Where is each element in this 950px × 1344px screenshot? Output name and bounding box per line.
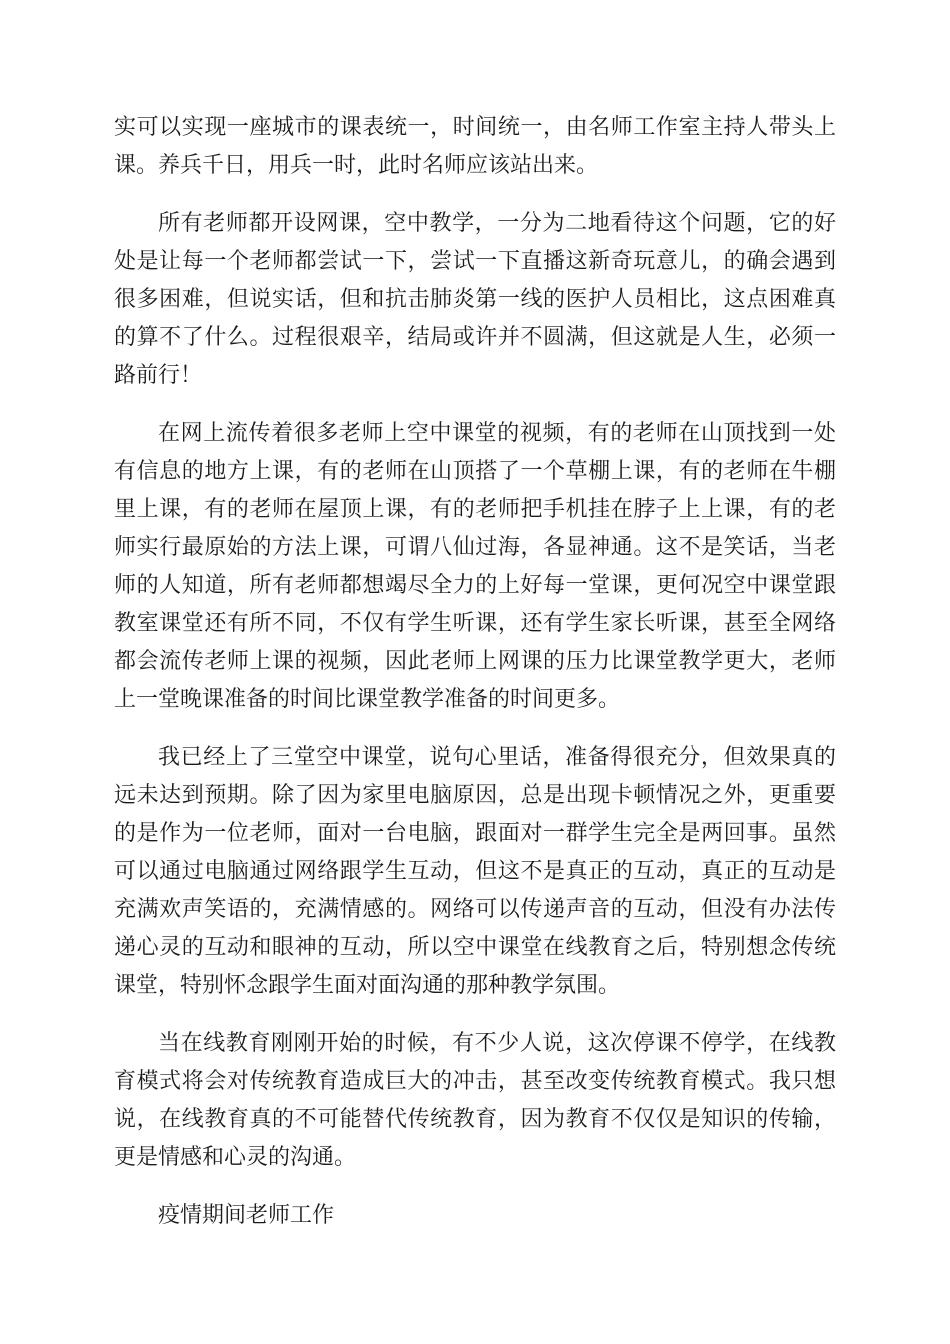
paragraph-4: 我已经上了三堂空中课堂，说句心里话，准备得很充分，但效果真的远未达到预期。除了因为家里电脑原因，总是出现卡顿情况之外，更重要的是作为一位老师，面对一台电脑，跟面对一群学生完全是两回事。虽然可以通过电脑通过网络跟学生互动，但这不是真正的互动，真正的互动是充满欢声笑语的，充满情感的。网络可以传递声音的互动，但没有办法传递心灵的互动和眼神的互动，所以空中课堂在线教育之后，特别想念传统课堂，特别怀念跟学生面对面沟通的那种教学氛围。 xyxy=(114,745,836,998)
document-body xyxy=(114,109,836,1255)
paragraph-3: 在网上流传着很多老师上空中课堂的视频，有的老师在山顶找到一处有信息的地方上课，有的老师在山顶搭了一个草棚上课，有的老师在牛棚里上课，有的老师在屋顶上课，有的老师把手机挂在脖子上上课，有的老师实行最原始的方法上课，可谓八仙过海，各显神通。这不是笑话，当老师的人知道，所有老师都想竭尽全力的上好每一堂课，更何况空中课堂跟教室课堂还有所不同，不仅有学生听课，还有学生家长听课，甚至全网络都会流传老师上课的视频，因此老师上网课的压力比课堂教学更大，老师上一堂晚课准备的时间比课堂教学准备的时间更多。 xyxy=(114,421,836,712)
section-heading: 疫情期间老师工作 xyxy=(158,1203,335,1228)
paragraph-1: 实可以实现一座城市的课表统一，时间统一，由名师工作室主持人带头上课。养兵千日，用兵一时，此时名师应该站出来。 xyxy=(114,115,836,178)
paragraph-5: 当在线教育刚刚开始的时候，有不少人说，这次停课不停学，在线教育模式将会对传统教育造成巨大的冲击，甚至改变传统教育模式。我只想说，在线教育真的不可能替代传统教育，因为教育不仅仅是知识的传输，更是情感和心灵的沟通。 xyxy=(114,1031,836,1170)
paragraph-2: 所有老师都开设网课，空中教学，一分为二地看待这个问题，它的好处是让每一个老师都尝试一下，尝试一下直播这新奇玩意儿，的确会遇到很多困难，但说实话，但和抗击肺炎第一线的医护人员相比，这点困难真的算不了什么。过程很艰辛，结局或许并不圆满，但这就是人生，必须一路前行！ xyxy=(114,211,836,388)
